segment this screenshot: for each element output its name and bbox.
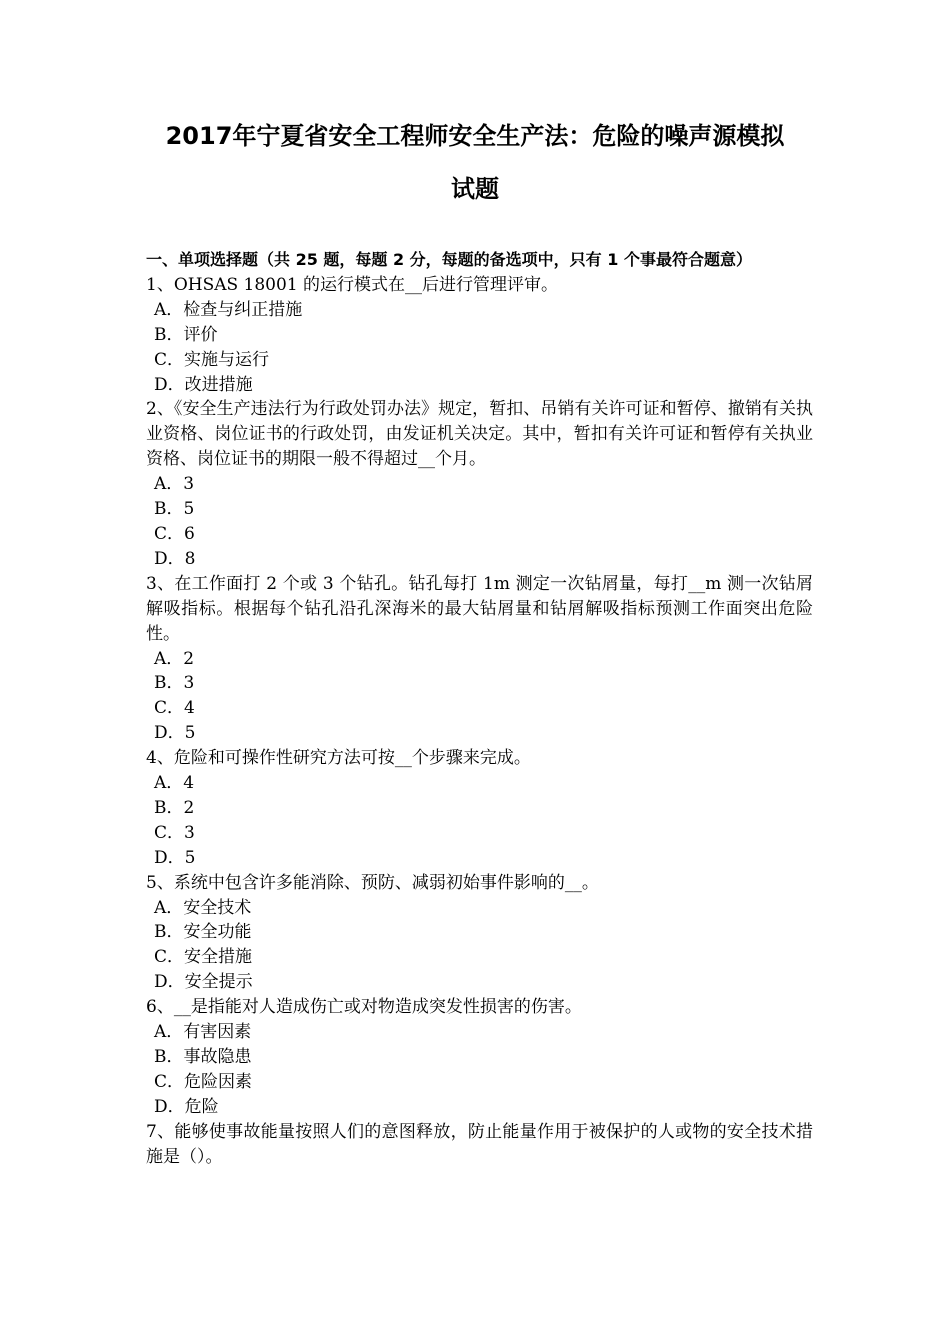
option-a: A．3 [154, 474, 195, 495]
option-c: C．安全措施 [154, 947, 253, 968]
option-d: D．危险 [154, 1096, 219, 1117]
option-b: B．事故隐患 [154, 1047, 252, 1067]
document-body [146, 248, 813, 1170]
option-c: C．3 [154, 822, 195, 843]
option-d: D．5 [154, 847, 196, 868]
section-heading: 一、单项选择题（共 25 题，每题 2 分，每题的备选项中，只有 1 个事最符合题意） [146, 250, 752, 269]
question-text: 1、OHSAS 18001 的运行模式在__后进行管理评审。 [146, 274, 559, 295]
option-a: A．检查与纠正措施 [154, 299, 303, 320]
question-3 [146, 572, 813, 746]
option-b: B．评价 [154, 324, 218, 345]
option-b: B．2 [154, 797, 195, 818]
question-7 [146, 1120, 813, 1170]
option-c: C．实施与运行 [154, 349, 270, 370]
question-5 [146, 871, 813, 996]
question-4 [146, 746, 813, 871]
option-b: B．3 [154, 673, 195, 694]
option-c: C．4 [154, 698, 195, 719]
option-b: B．安全功能 [154, 922, 252, 943]
option-a: A．安全技术 [154, 897, 252, 918]
question-text: 4、危险和可操作性研究方法可按__个步骤来完成。 [146, 748, 531, 769]
question-1 [146, 273, 813, 398]
question-text: 7、能够使事故能量按照人们的意图释放，防止能量作用于被保护的人或物的安全技术措施是（）。 [146, 1121, 813, 1167]
document-title-line-2: 试题 [451, 175, 499, 203]
question-text: 5、系统中包含许多能消除、预防、减弱初始事件影响的__。 [146, 872, 599, 893]
option-d: D．8 [154, 548, 196, 569]
option-d: D．5 [154, 723, 196, 744]
option-d: D．改进措施 [154, 374, 253, 395]
question-text: 3、在工作面打 2 个或 3 个钻孔。钻孔每打 1m 测定一次钻屑量，每打__m 测一次钻屑解吸指标。根据每个钻孔沿孔深海米的最大钻屑量和钻屑解吸指标预测工作面突出危险性。 [146, 573, 813, 644]
option-a: A．2 [154, 648, 195, 669]
option-b: B．5 [154, 499, 195, 520]
option-a: A．有害因素 [154, 1022, 252, 1043]
option-d: D．安全提示 [154, 972, 253, 993]
question-6 [146, 995, 813, 1120]
question-text: 2、《安全生产违法行为行政处罚办法》规定，暂扣、吊销有关许可证和暂停、撤销有关执业资格、岗位证书的行政处罚，由发证机关决定。其中，暂扣有关许可证和暂停有关执业资格、岗位证书的期限一般不得超过__个月。 [146, 399, 813, 470]
option-a: A．4 [154, 773, 195, 794]
option-c: C．危险因素 [154, 1071, 253, 1092]
option-c: C．6 [154, 523, 195, 544]
document-title-line-1: 2017年宁夏省安全工程师安全生产法：危险的噪声源模拟 [165, 122, 785, 150]
question-text: 6、__是指能对人造成伤亡或对物造成突发性损害的伤害。 [146, 997, 582, 1018]
question-2 [146, 397, 813, 571]
